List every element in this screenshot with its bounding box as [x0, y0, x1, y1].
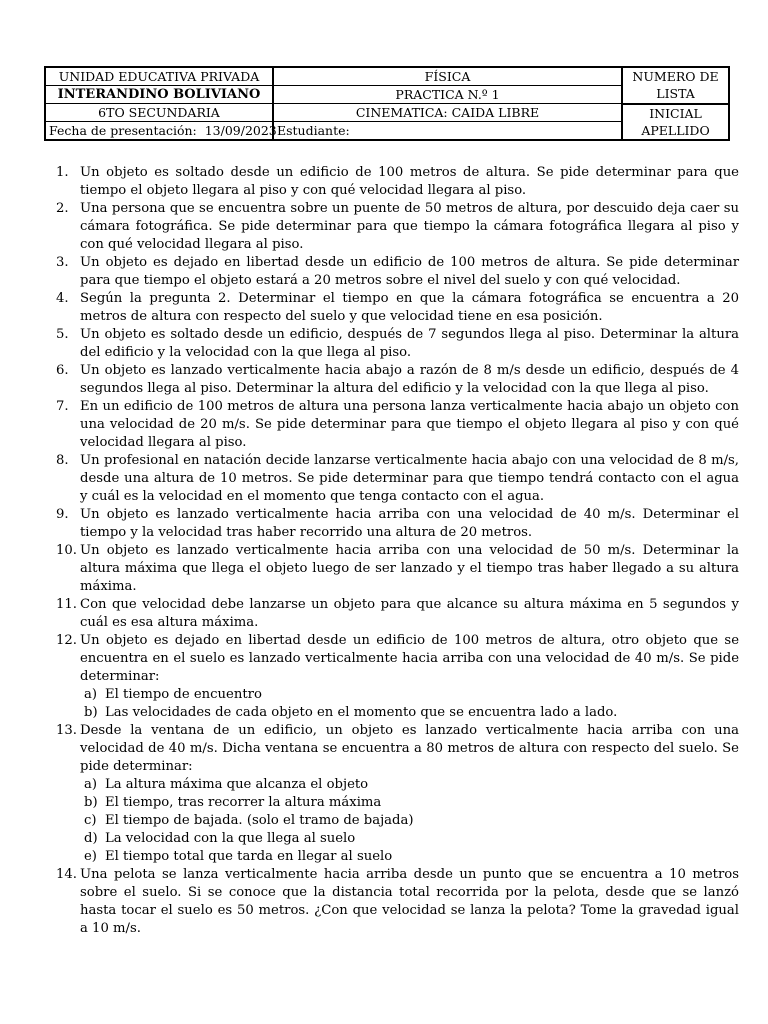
student-field[interactable]: Estudiante:	[273, 122, 622, 141]
initial-line2: APELLIDO	[641, 122, 710, 138]
question-number: 12.	[56, 633, 77, 648]
question-number: 11.	[56, 597, 77, 612]
question-text: Un objeto es dejado en libertad desde un edificio de 100 metros de altura, otro objeto que se encuentra en el suelo es lanzado verticalmente hacia arriba con una velocidad de 40 m/s. Se pide determinar:	[80, 633, 739, 684]
sub-question-item	[80, 776, 739, 794]
question-number: 2.	[56, 201, 69, 216]
question-number: 8.	[56, 453, 69, 468]
question-number: 9.	[56, 507, 69, 522]
question-text: Un objeto es lanzado verticalmente hacia abajo a razón de 8 m/s desde un edificio, después de 4 segundos llega al piso. Determinar la altura del edificio y la velocidad con la que llega al piso.	[80, 363, 739, 396]
date-label: Fecha de presentación:	[49, 123, 197, 138]
sub-question-text: El tiempo total que tarda en llegar al suelo	[105, 849, 393, 864]
question-item	[56, 596, 739, 632]
question-number: 1.	[56, 165, 69, 180]
grade-cell: 6TO SECUNDARIA	[45, 104, 273, 122]
question-item	[56, 200, 739, 254]
question-text: Un objeto es soltado desde un edificio, después de 7 segundos llega al piso. Determinar la altura del edificio y la velocidad con la que llega al piso.	[80, 327, 739, 360]
sub-question-letter: d)	[84, 831, 98, 846]
sub-question-letter: e)	[84, 849, 97, 864]
question-item	[56, 290, 739, 326]
question-text: Una persona que se encuentra sobre un puente de 50 metros de altura, por descuido deja caer su cámara fotográfica. Se pide determinar para que tiempo la cámara fotográfica llegara al piso y con qué velocidad llegara al piso.	[80, 201, 739, 252]
question-item	[56, 632, 739, 722]
initial-cell	[622, 104, 729, 141]
question-item	[56, 722, 739, 866]
question-text: Una pelota se lanza verticalmente hacia arriba desde un punto que se encuentra a 10 metros sobre el suelo. Si se conoce que la distancia total recorrida por la pelota, desde que se lanzó hasta tocar el suelo es 50 metros. ¿Con que velocidad se lanza la pelota? Tome la gravedad igual a 10 m/s.	[80, 867, 739, 936]
date-cell	[45, 122, 277, 141]
question-number: 3.	[56, 255, 69, 270]
sub-question-letter: a)	[84, 687, 98, 702]
question-text: Un objeto es lanzado verticalmente hacia arriba con una velocidad de 50 m/s. Determinar la altura máxima que llega el objeto luego de ser lanzado y el tiempo tras haber llegado a su altura máxima.	[80, 543, 739, 594]
question-item	[56, 164, 739, 200]
sub-question-letter: b)	[84, 705, 98, 720]
question-number: 6.	[56, 363, 69, 378]
sub-question-item	[80, 830, 739, 848]
sub-question-letter: a)	[84, 777, 98, 792]
sub-question-item	[80, 812, 739, 830]
question-text: Un objeto es lanzado verticalmente hacia arriba con una velocidad de 40 m/s. Determinar el tiempo y la velocidad tras haber recorrido una altura de 20 metros.	[80, 507, 739, 540]
question-text: Desde la ventana de un edificio, un objeto es lanzado verticalmente hacia arriba con una velocidad de 40 m/s. Dicha ventana se encuentra a 80 metros de altura con respecto del suelo. Se pide determinar:	[80, 723, 739, 774]
question-number: 7.	[56, 399, 69, 414]
question-text: Un profesional en natación decide lanzarse verticalmente hacia abajo con una velocidad de 8 m/s, desde una altura de 10 metros. Se pide determinar para que tiempo tendrá contacto con el agua y cuál es la velocidad en el momento que tenga contacto con el agua.	[80, 453, 739, 504]
sub-question-text: El tiempo de encuentro	[105, 687, 262, 702]
question-item	[56, 542, 739, 596]
sub-question-text: Las velocidades de cada objeto en el momento que se encuentra lado a lado.	[105, 705, 618, 720]
sub-question-item	[80, 704, 739, 722]
question-number: 10.	[56, 543, 77, 558]
sub-question-list	[80, 686, 739, 722]
subject-cell: FÍSICA	[273, 67, 622, 86]
topic-cell: CINEMATICA: CAIDA LIBRE	[273, 104, 622, 122]
date-value: 13/09/2023	[204, 123, 277, 138]
question-text: Según la pregunta 2. Determinar el tiempo en que la cámara fotográfica se encuentra a 20 metros de altura con respecto del suelo y que velocidad tiene en esa posición.	[80, 291, 739, 324]
question-number: 14.	[56, 867, 77, 882]
sub-question-letter: c)	[84, 813, 97, 828]
list-number-line2: LISTA	[656, 86, 695, 102]
question-text: En un edificio de 100 metros de altura una persona lanza verticalmente hacia abajo un objeto con una velocidad de 20 m/s. Se pide determinar para que tiempo el objeto llegara al piso y con qué velocidad llegara al piso.	[80, 399, 739, 450]
sub-question-text: La velocidad con la que llega al suelo	[105, 831, 356, 846]
question-item	[56, 506, 739, 542]
sub-question-text: La altura máxima que alcanza el objeto	[105, 777, 369, 792]
question-number: 5.	[56, 327, 69, 342]
sub-question-item	[80, 794, 739, 812]
question-text: Con que velocidad debe lanzarse un objeto para que alcance su altura máxima en 5 segundos y cuál es esa altura máxima.	[80, 597, 739, 630]
question-number: 4.	[56, 291, 69, 306]
sub-question-item	[80, 686, 739, 704]
school-line1: UNIDAD EDUCATIVA PRIVADA	[45, 67, 273, 86]
question-item	[56, 398, 739, 452]
question-item	[56, 326, 739, 362]
list-number-cell	[622, 67, 729, 104]
question-item	[56, 866, 739, 938]
question-item	[56, 452, 739, 506]
question-item	[56, 362, 739, 398]
sub-question-item	[80, 848, 739, 866]
question-number: 13.	[56, 723, 77, 738]
initial-line1: INICIAL	[649, 105, 702, 121]
header-table	[44, 66, 730, 141]
school-line2: INTERANDINO BOLIVIANO	[45, 86, 273, 104]
sub-question-list	[80, 776, 739, 866]
sub-question-text: El tiempo, tras recorrer la altura máxima	[105, 795, 382, 810]
list-number-line1: NUMERO DE	[632, 69, 719, 85]
question-item	[56, 254, 739, 290]
question-list	[56, 164, 739, 938]
question-text: Un objeto es soltado desde un edificio de 100 metros de altura. Se pide determinar para que tiempo el objeto llegara al piso y con qué velocidad llegara al piso.	[80, 165, 739, 198]
sub-question-letter: b)	[84, 795, 98, 810]
practice-cell: PRACTICA N.º 1	[273, 86, 622, 104]
sub-question-text: El tiempo de bajada. (solo el tramo de bajada)	[105, 813, 414, 828]
question-text: Un objeto es dejado en libertad desde un edificio de 100 metros de altura. Se pide determinar para que tiempo el objeto estará a 20 metros sobre el nivel del suelo y con qué velocidad.	[80, 255, 739, 288]
